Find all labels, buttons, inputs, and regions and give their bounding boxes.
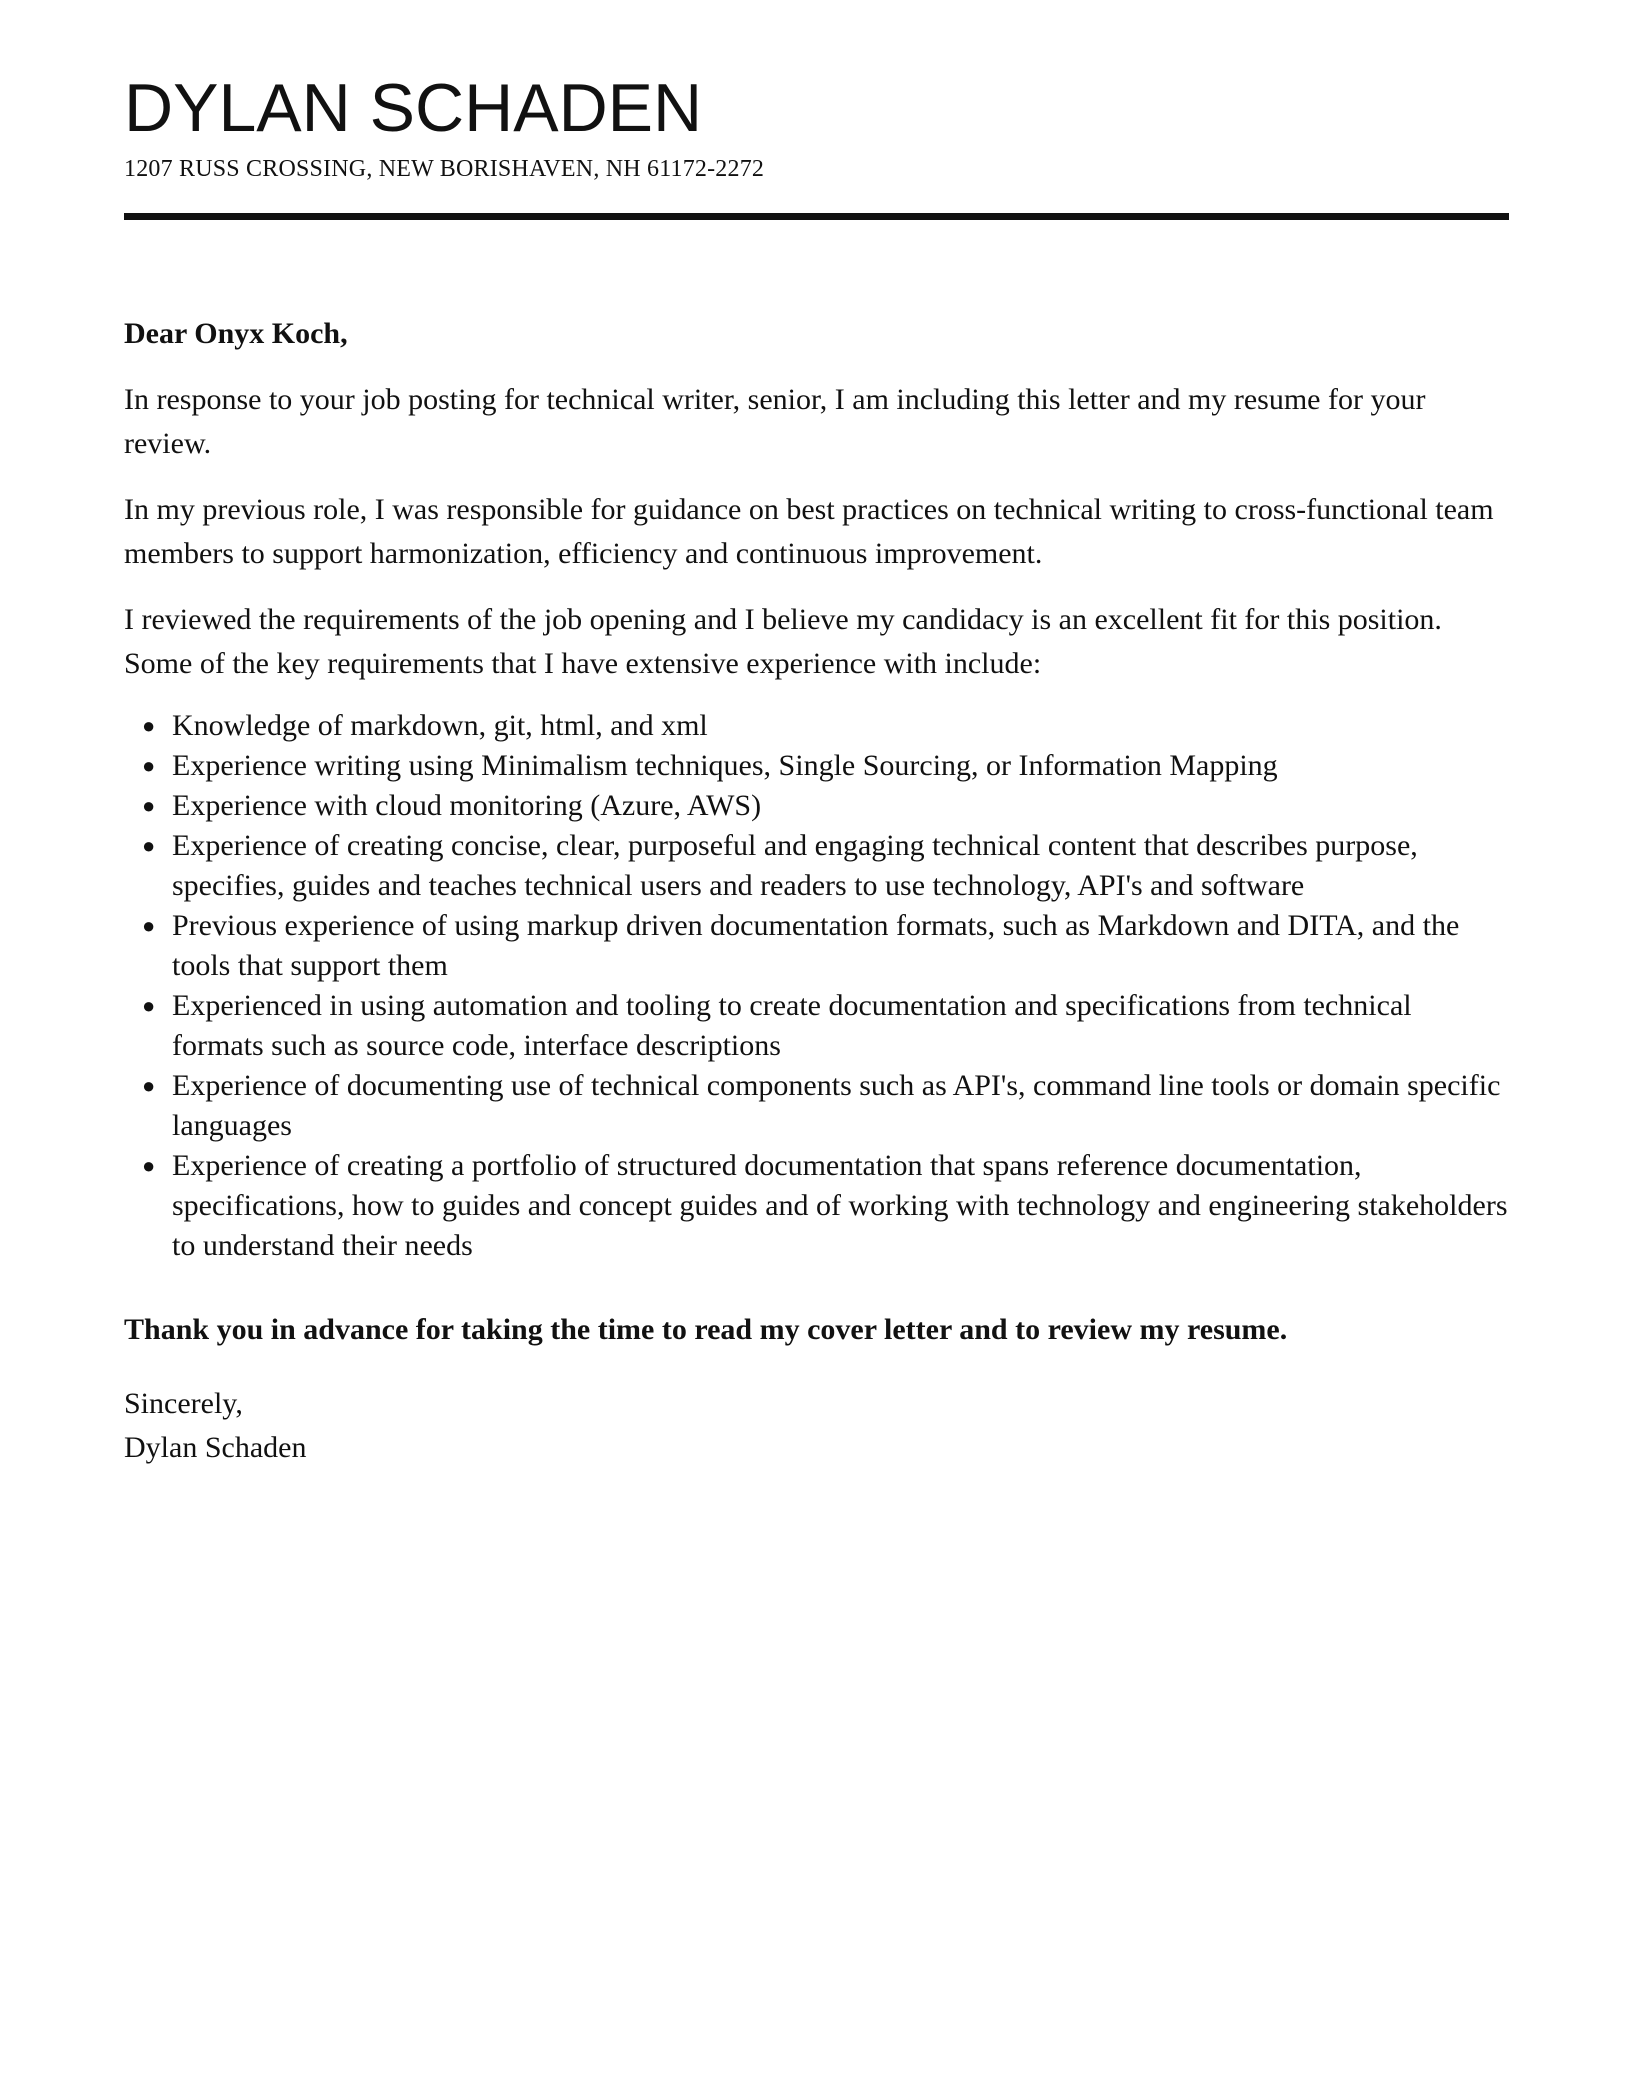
- bullet-icon: ●: [142, 753, 156, 778]
- signoff-text: Sincerely,: [124, 1387, 243, 1420]
- requirements-list: [124, 706, 1509, 1266]
- cover-letter-page: [124, 0, 1509, 1470]
- bullet-icon: ●: [142, 993, 156, 1018]
- paragraph-requirements-intro: I reviewed the requirements of the job opening and I believe my candidacy is an excellent fit for this position. Some of the key requirements that I have extensive experience with include:: [124, 603, 1442, 680]
- bullet-icon: ●: [142, 1153, 156, 1178]
- paragraph-previous-role: In my previous role, I was responsible for guidance on best practices on technical writing to cross-functional team members to support harmonization, efficiency and continuous improvement.: [124, 493, 1494, 570]
- bullet-icon: ●: [142, 913, 156, 938]
- list-item-text: Experienced in using automation and tooling to create documentation and specifications from technical formats such as source code, interface descriptions: [172, 989, 1412, 1062]
- list-item-text: Knowledge of markdown, git, html, and xml: [172, 709, 708, 742]
- list-item: [142, 906, 1509, 986]
- list-item: [142, 1146, 1509, 1266]
- list-item-text: Experience of creating concise, clear, purposeful and engaging technical content that describes purpose, specifies, guides and teaches technical users and readers to use technology, API's and software: [172, 829, 1418, 902]
- bullet-icon: ●: [142, 1073, 156, 1098]
- list-item-text: Experience with cloud monitoring (Azure, AWS): [172, 789, 762, 822]
- list-item-text: Experience of creating a portfolio of structured documentation that spans reference documentation, specifications, how to guides and concept guides and of working with technology and engineering stakeholders to understand their needs: [172, 1149, 1508, 1262]
- list-item-text: Experience writing using Minimalism techniques, Single Sourcing, or Information Mapping: [172, 749, 1278, 782]
- list-item: [142, 746, 1509, 786]
- bullet-icon: ●: [142, 833, 156, 858]
- bullet-icon: ●: [142, 793, 156, 818]
- applicant-address: 1207 RUSS CROSSING, NEW BORISHAVEN, NH 61172-2272: [124, 156, 765, 182]
- signoff-block: [124, 1382, 1509, 1470]
- list-item-text: Previous experience of using markup driven documentation formats, such as Markdown and DITA, and the tools that support them: [172, 909, 1460, 982]
- closing-statement: Thank you in advance for taking the time to read my cover letter and to review my resume.: [124, 1313, 1288, 1346]
- list-item: [142, 706, 1509, 746]
- list-item: [142, 826, 1509, 906]
- applicant-name: DYLAN SCHADEN: [124, 70, 703, 146]
- signature-name: Dylan Schaden: [124, 1431, 307, 1464]
- list-item: [142, 786, 1509, 826]
- list-item: [142, 1066, 1509, 1146]
- paragraph-intro: In response to your job posting for technical writer, senior, I am including this letter and my resume for your review.: [124, 383, 1426, 460]
- bullet-icon: ●: [142, 713, 156, 738]
- header-divider: [124, 213, 1509, 220]
- list-item-text: Experience of documenting use of technical components such as API's, command line tools or domain specific languages: [172, 1069, 1501, 1142]
- salutation: Dear Onyx Koch,: [124, 317, 348, 350]
- list-item: [142, 986, 1509, 1066]
- letter-body: [124, 312, 1509, 1470]
